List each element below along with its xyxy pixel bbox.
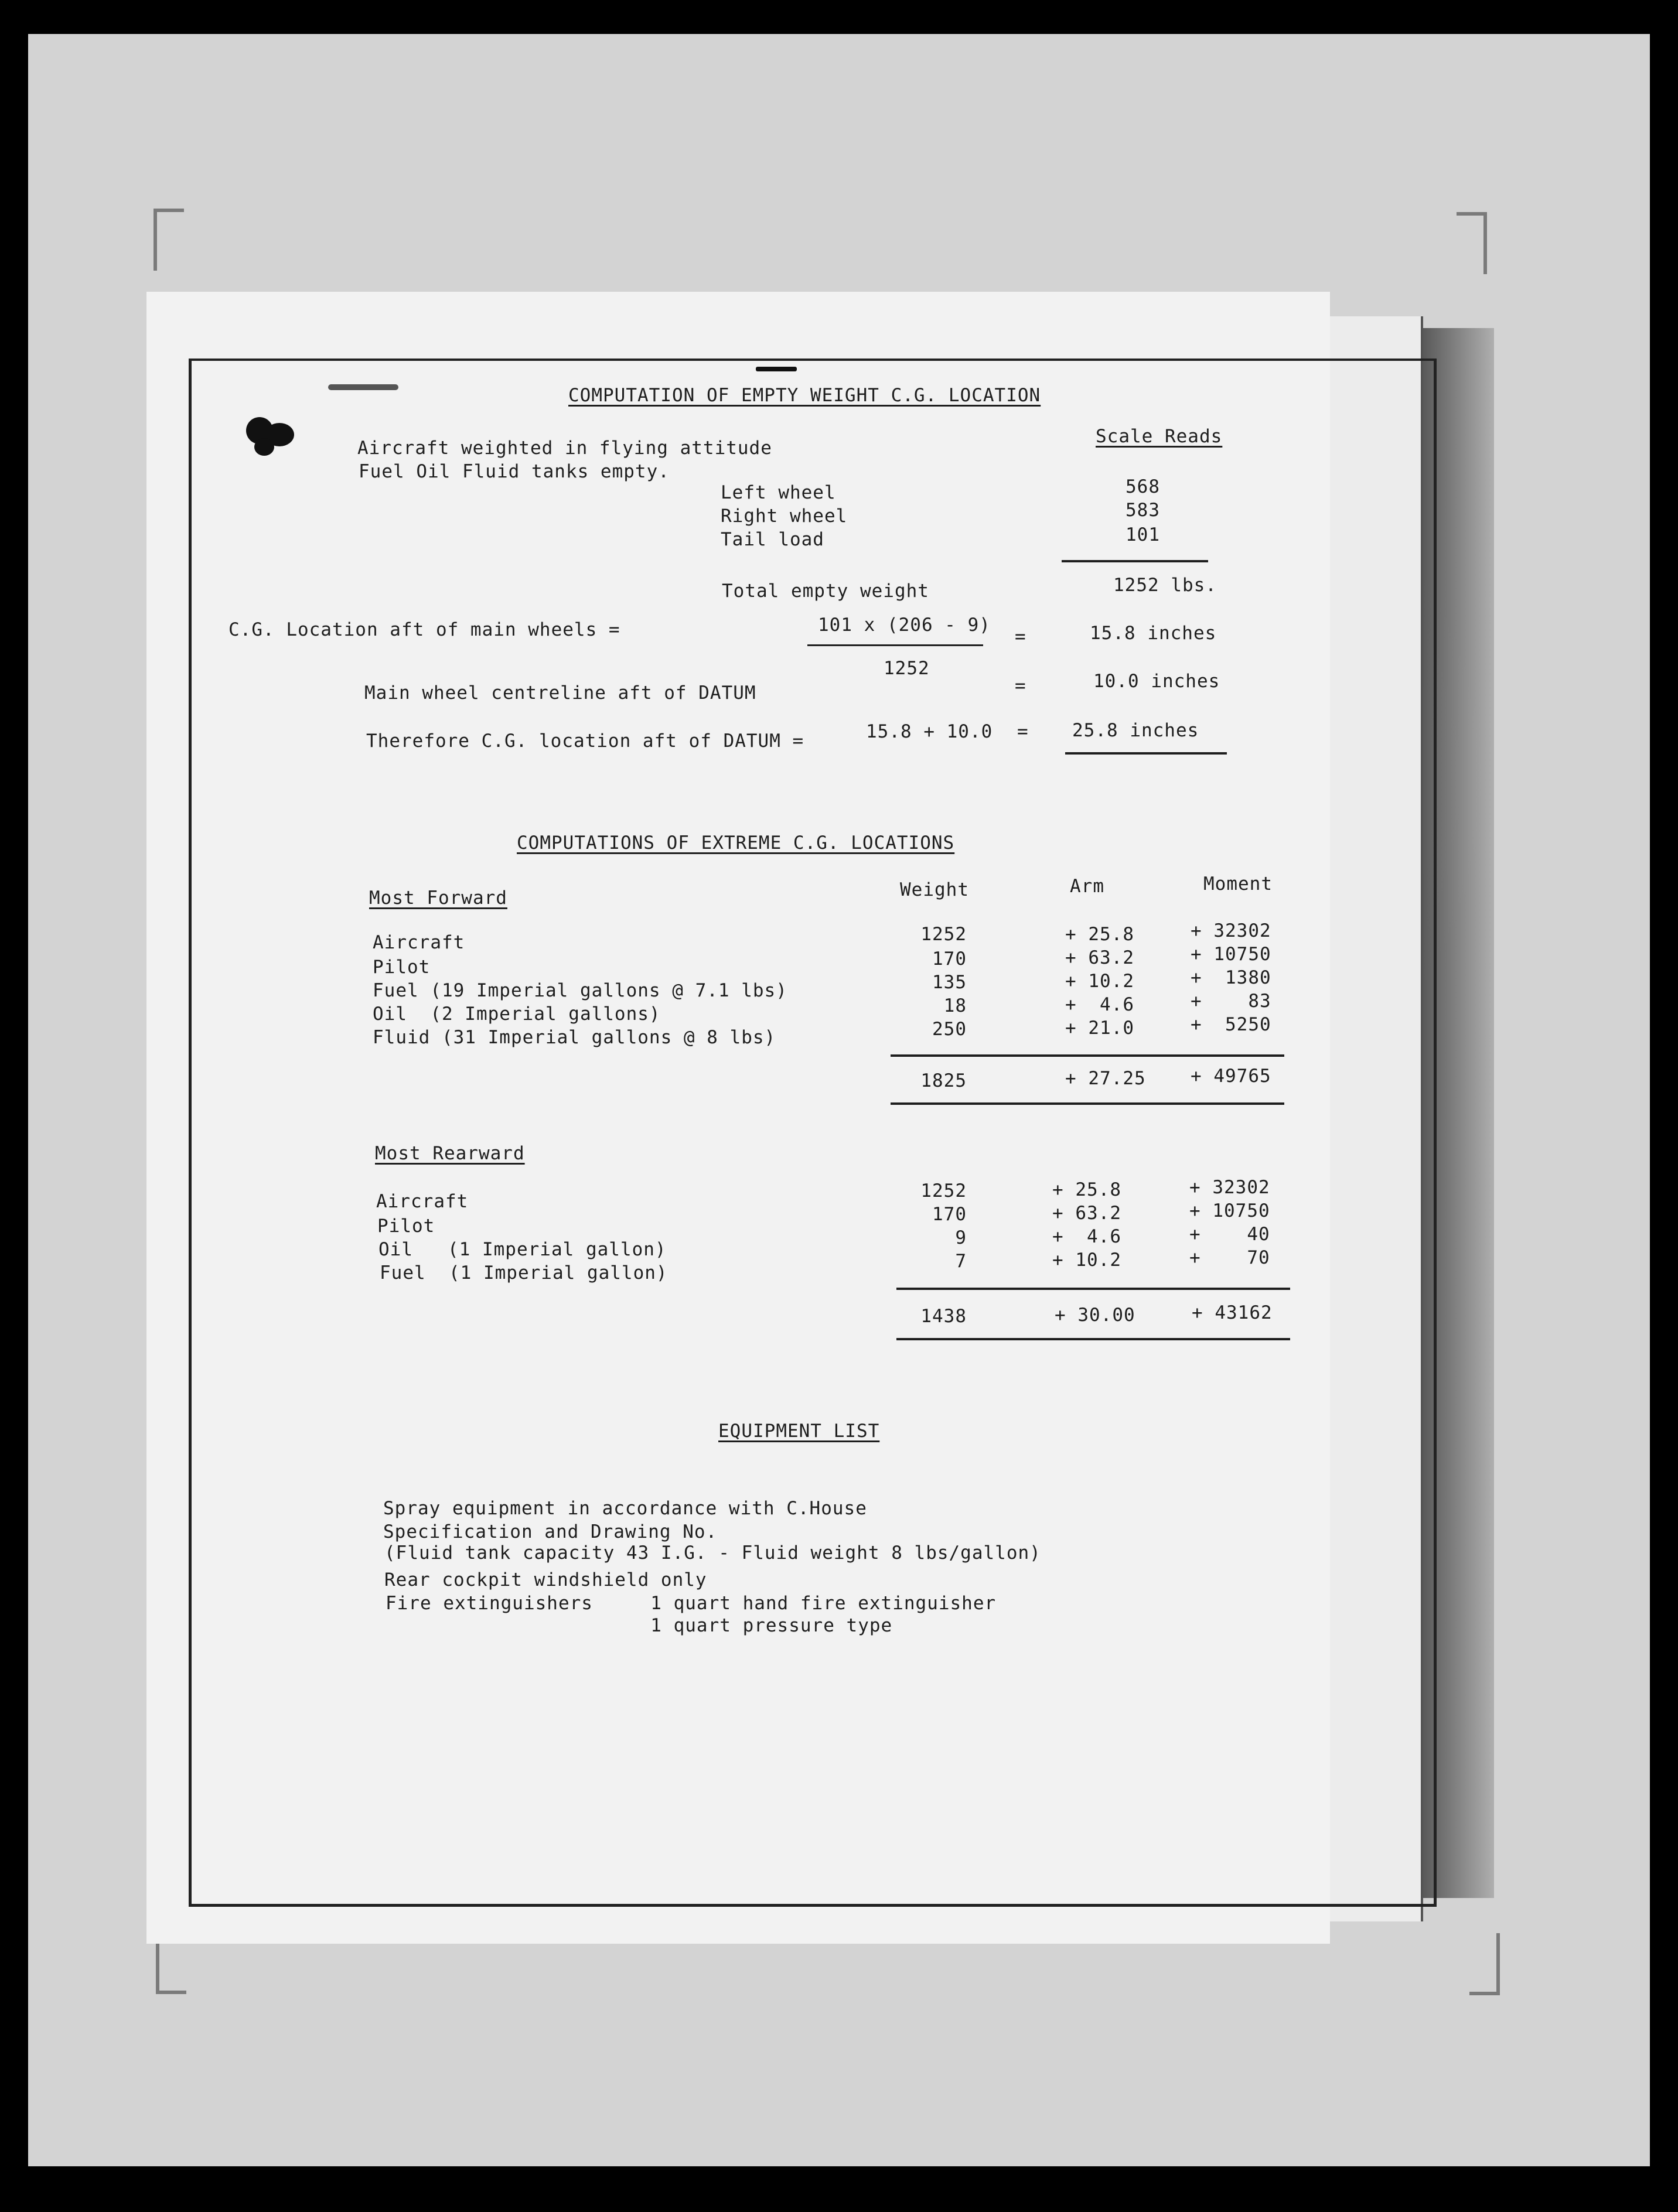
crop-mark-bottom-right: [1469, 1933, 1500, 1995]
cg-formula-denominator: 1252: [884, 658, 930, 679]
table-row-arm: + 63.2: [1052, 1203, 1121, 1224]
equals-sign: =: [1017, 721, 1029, 742]
table-row-weight: 170: [932, 948, 967, 970]
table-row-weight: 1252: [920, 1180, 967, 1201]
equipment-line: Fire extinguishers 1 quart hand fire extinguisher: [386, 1593, 997, 1614]
reading-value: 583: [1126, 500, 1160, 521]
section3-title: EQUIPMENT LIST: [718, 1421, 880, 1442]
table-row-item: Oil (2 Imperial gallons): [373, 1003, 661, 1025]
therefore-value: 25.8 inches: [1072, 720, 1199, 741]
table-row-arm: + 25.8: [1065, 924, 1134, 945]
equipment-line: (Fluid tank capacity 43 I.G. - Fluid weight 8 lbs/gallon): [384, 1542, 1041, 1564]
reading-value: 101: [1126, 524, 1160, 545]
table-row-moment: + 40: [1189, 1224, 1270, 1245]
therefore-label: Therefore C.G. location aft of DATUM =: [366, 730, 804, 752]
rearward-total-moment: + 43162: [1192, 1302, 1273, 1323]
table-row-moment: + 1380: [1191, 967, 1271, 988]
result-rule: [1065, 752, 1227, 755]
therefore-expression: 15.8 + 10.0: [866, 721, 993, 742]
table-row-weight: 7: [955, 1251, 967, 1272]
table-row-moment: + 10750: [1189, 1200, 1270, 1221]
reading-value: 568: [1126, 476, 1160, 497]
cg-location-value: 15.8 inches: [1090, 623, 1217, 644]
scale-reads-header: Scale Reads: [1096, 426, 1223, 447]
section1-title: COMPUTATION OF EMPTY WEIGHT C.G. LOCATION: [568, 385, 1041, 406]
table-row-moment: + 32302: [1191, 920, 1271, 941]
col-header-moment: Moment: [1203, 873, 1273, 895]
subtotal-rule: [1062, 560, 1208, 562]
table-row-arm: + 25.8: [1052, 1179, 1121, 1200]
fraction-bar: [807, 644, 983, 646]
crop-mark-top-left: [154, 209, 184, 271]
rearward-total-rule-bottom: [896, 1338, 1290, 1340]
table-row-moment: + 32302: [1189, 1177, 1270, 1198]
intro-line-2: Fuel Oil Fluid tanks empty.: [359, 461, 670, 482]
equipment-line: Spray equipment in accordance with C.House: [383, 1498, 867, 1519]
most-forward-heading: Most Forward: [369, 887, 507, 909]
total-empty-weight-label: Total empty weight: [722, 581, 929, 602]
rearward-total-arm: + 30.00: [1055, 1305, 1135, 1326]
centreline-value: 10.0 inches: [1093, 671, 1220, 692]
col-header-weight: Weight: [900, 879, 969, 900]
section2-title: COMPUTATIONS OF EXTREME C.G. LOCATIONS: [517, 832, 955, 854]
ink-blot: [254, 438, 274, 456]
table-row-weight: 135: [932, 972, 967, 993]
equals-sign: =: [1015, 675, 1026, 697]
table-row-moment: + 5250: [1191, 1014, 1271, 1035]
table-row-weight: 1252: [920, 924, 967, 945]
total-empty-weight-value: 1252 lbs.: [1113, 575, 1217, 596]
table-row-item: Oil (1 Imperial gallon): [378, 1239, 667, 1260]
table-row-item: Pilot: [377, 1216, 435, 1237]
table-row-moment: + 70: [1189, 1247, 1270, 1268]
most-rearward-heading: Most Rearward: [375, 1143, 525, 1164]
table-row-item: Pilot: [373, 957, 431, 978]
reading-label: Tail load: [721, 529, 824, 550]
intro-line-1: Aircraft weighted in flying attitude: [357, 438, 772, 459]
equipment-line: Rear cockpit windshield only: [384, 1569, 707, 1590]
table-row-item: Fluid (31 Imperial gallons @ 8 lbs): [373, 1027, 776, 1048]
forward-total-arm: + 27.25: [1065, 1068, 1146, 1089]
forward-total-weight: 1825: [920, 1070, 967, 1091]
cg-formula-numerator: 101 x (206 - 9): [818, 615, 991, 636]
table-row-arm: + 63.2: [1065, 947, 1134, 968]
table-row-weight: 250: [932, 1019, 967, 1040]
table-row-weight: 170: [932, 1204, 967, 1225]
equipment-line: Specification and Drawing No.: [383, 1521, 718, 1542]
reading-label: Right wheel: [721, 506, 848, 527]
table-row-weight: 9: [955, 1227, 967, 1248]
rearward-total-rule-top: [896, 1288, 1290, 1290]
table-row-moment: + 83: [1191, 991, 1271, 1012]
crop-mark-top-right: [1457, 212, 1487, 274]
forward-total-moment: + 49765: [1191, 1066, 1271, 1087]
table-row-item: Fuel (1 Imperial gallon): [380, 1262, 668, 1283]
top-left-mark: [328, 384, 398, 390]
table-row-weight: 18: [943, 995, 967, 1016]
forward-total-rule-bottom: [891, 1102, 1284, 1105]
equals-sign: =: [1015, 626, 1026, 647]
table-row-item: Fuel (19 Imperial gallons @ 7.1 lbs): [373, 980, 787, 1001]
col-header-arm: Arm: [1070, 876, 1104, 897]
top-mark: [756, 367, 797, 371]
forward-total-rule-top: [891, 1054, 1284, 1057]
table-row-item: Aircraft: [376, 1191, 469, 1212]
table-row-moment: + 10750: [1191, 944, 1271, 965]
cg-location-label: C.G. Location aft of main wheels =: [228, 619, 620, 640]
table-row-arm: + 10.2: [1052, 1250, 1121, 1271]
table-row-item: Aircraft: [373, 932, 465, 953]
table-row-arm: + 4.6: [1065, 994, 1134, 1015]
table-row-arm: + 4.6: [1052, 1226, 1121, 1247]
equipment-line: 1 quart pressure type: [386, 1615, 893, 1636]
table-row-arm: + 21.0: [1065, 1018, 1134, 1039]
rearward-total-weight: 1438: [920, 1306, 967, 1327]
table-row-arm: + 10.2: [1065, 971, 1134, 992]
centreline-label: Main wheel centreline aft of DATUM: [364, 682, 756, 704]
reading-label: Left wheel: [721, 482, 836, 503]
